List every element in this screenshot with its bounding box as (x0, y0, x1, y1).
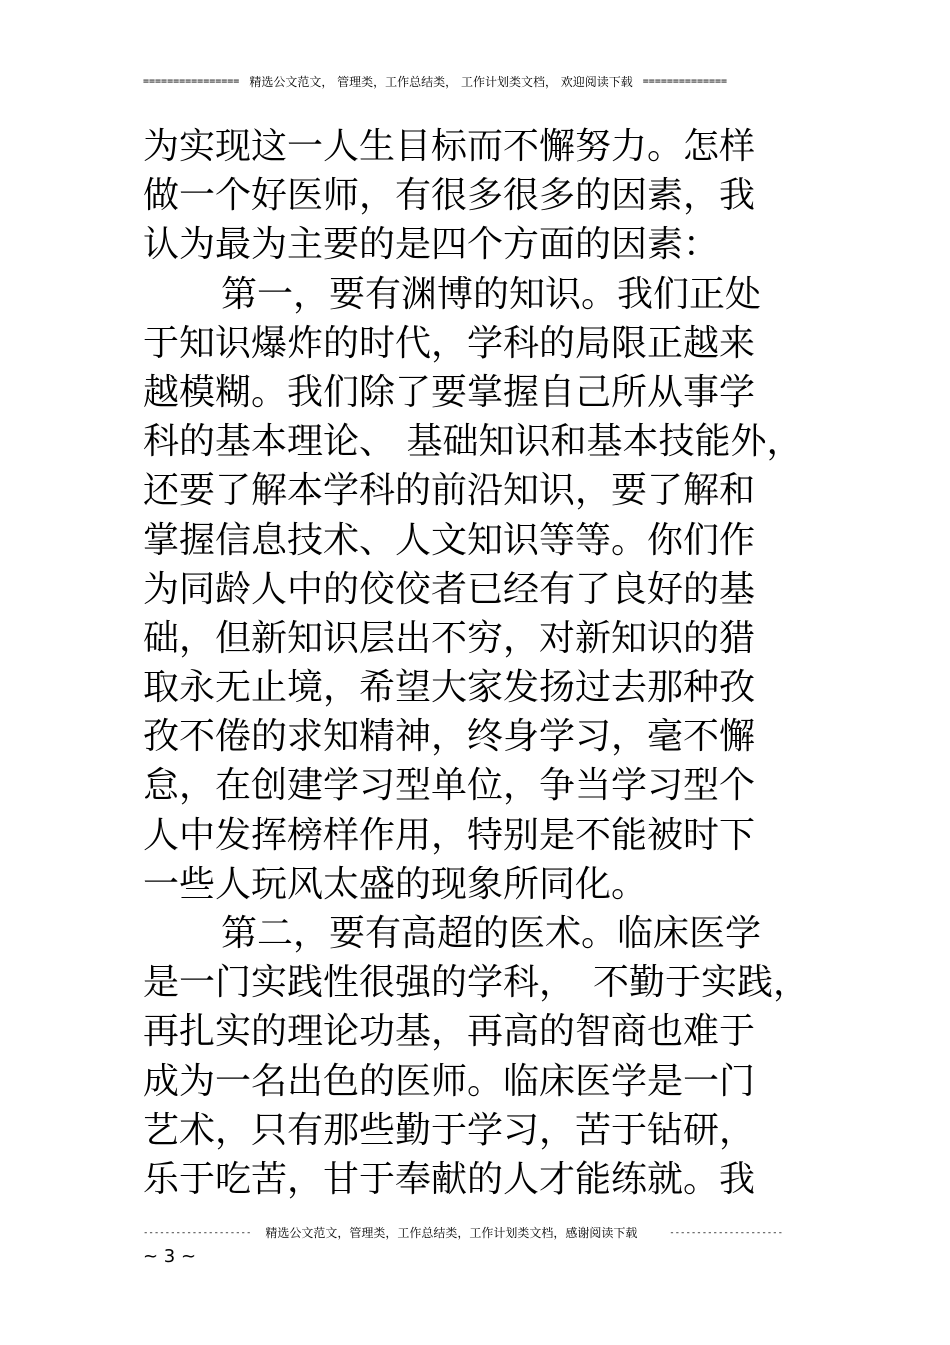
header-text: 精选公文范文， 管理类，工作总结类， 工作计划类文档， 欢迎阅读下载 (249, 75, 633, 89)
page-header (143, 72, 803, 92)
header-left-rule: ================ (143, 76, 240, 87)
body-line: 一些人玩风太盛的现象所同化。 (143, 863, 648, 905)
page-footer (143, 1224, 783, 1242)
body-line: 人中发挥榜样作用，特别是不能被时下 (143, 814, 756, 856)
header-right-rule: ============== (642, 76, 728, 87)
document-body (143, 122, 810, 1204)
body-line: 为同龄人中的佼佼者已经有了良好的基 (143, 568, 756, 610)
body-line: 科的基本理论、 基础知识和基本技能外， (143, 421, 803, 463)
body-line: 怠，在创建学习型单位，争当学习型个 (143, 765, 756, 807)
body-line: 础，但新知识层出不穷，对新知识的猎 (143, 617, 756, 659)
footer-left-rule: -------------------- (143, 1228, 252, 1238)
footer-right-rule: --------------------- (669, 1228, 783, 1238)
body-line: 再扎实的理论功基，再高的智商也难于 (143, 1011, 756, 1053)
page-number: ~ 3 ~ (143, 1246, 197, 1267)
body-line: 认为最为主要的是四个方面的因素： (143, 224, 720, 266)
body-line: 乐于吃苦，甘于奉献的人才能练就。我 (143, 1158, 756, 1200)
body-line: 孜不倦的求知精神，终身学习，毫不懈 (143, 716, 756, 758)
body-line: 做一个好医师，有很多很多的因素，我 (143, 175, 756, 217)
body-line: 越模糊。我们除了要掌握自己所从事学 (143, 371, 756, 413)
body-line: 艺术，只有那些勤于学习，苦于钻研， (143, 1109, 756, 1151)
body-line: 第二，要有高超的医术。临床医学 (221, 913, 762, 954)
body-line: 是一门实践性很强的学科， 不勤于实践， (143, 962, 810, 1004)
body-line: 掌握信息技术、人文知识等等。你们作 (143, 519, 756, 561)
footer-text: 精选公文范文，管理类，工作总结类，工作计划类文档，感谢阅读下载 (265, 1226, 638, 1240)
body-line: 第一，要有渊博的知识。我们正处 (221, 273, 762, 315)
body-line: 取永无止境，希望大家发扬过去那种孜 (143, 667, 756, 709)
body-line: 成为一名出色的医师。临床医学是一门 (143, 1060, 756, 1102)
body-line: 还要了解本学科的前沿知识，要了解和 (143, 470, 756, 512)
body-line: 为实现这一人生目标而不懈努力。怎样 (143, 126, 756, 167)
body-line: 于知识爆炸的时代，学科的局限正越来 (143, 322, 756, 364)
